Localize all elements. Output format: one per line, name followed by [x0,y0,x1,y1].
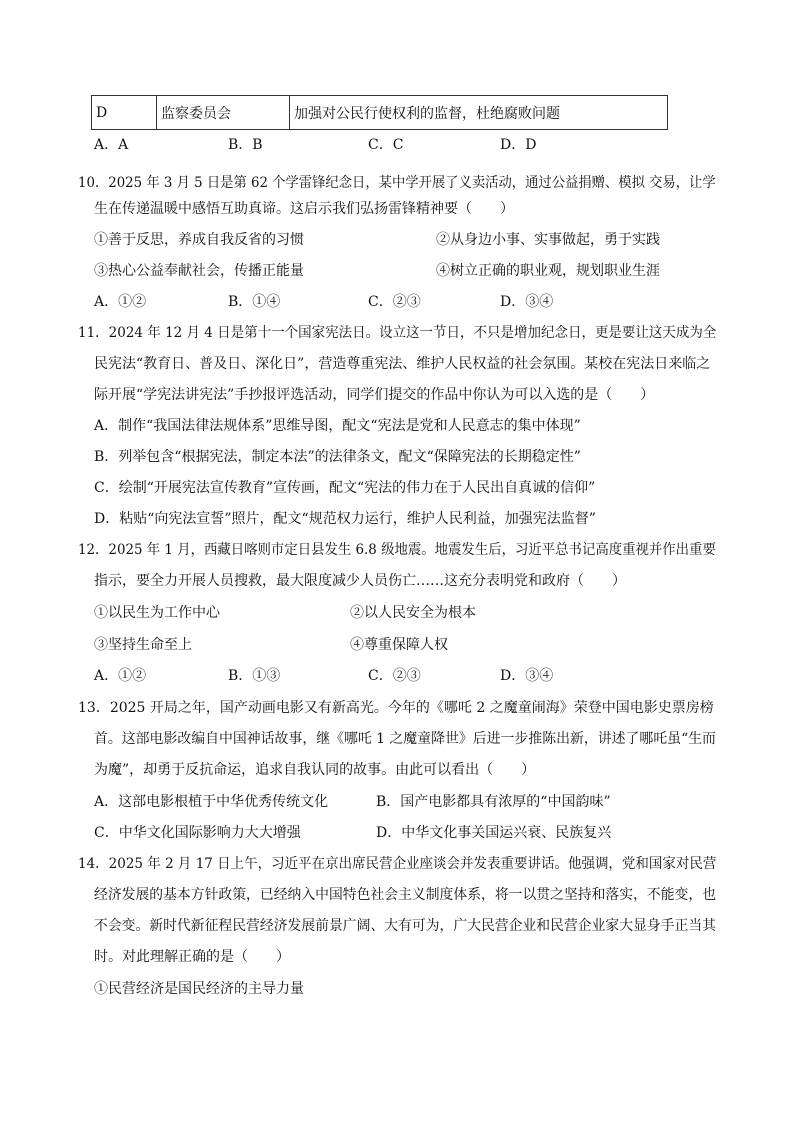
question-stem: 生在传递温暖中感悟互助真谛。这启示我们弘扬雷锋精神要（ ） [94,201,514,217]
option: C．中华文化国际影响力大大增强 [94,825,301,841]
option: A．A [94,137,129,153]
answer-table [91,95,668,130]
question-stem: 12．2025 年 1 月，西藏日喀则市定日县发生 6.8 级地震。地震发生后，习近平总书记高度重视并作出重要 [78,542,716,558]
option: B．国产电影都具有浓厚的“中国韵味” [376,794,611,810]
option: D．粘贴“向宪法宣誓”照片，配文“规范权力运行，维护人民利益，加强宪法监督” [94,511,596,527]
option: B．列举包含“根据宪法，制定本法”的法律条文，配文“保障宪法的长期稳定性” [94,449,581,465]
question-stem: 10．2025 年 3 月 5 日是第 62 个学雷锋纪念日，某中学开展了义卖活动，通过公益捐赠、模拟 交易，让学 [78,175,716,191]
option: C．②③ [368,294,421,310]
option: B．①③ [228,668,281,684]
option: A．这部电影根植于中华优秀传统文化 [94,794,329,810]
table-row [92,96,668,130]
question-stem: 时。对此理解正确的是（ ） [94,949,290,965]
question-stem: 11．2024 年 12 月 4 日是第十一个国家宪法日。设立这一节日，不只是增加纪念日，更是要让这天成为全 [78,325,717,341]
option: B．①④ [228,294,281,310]
question-stem: 民宪法“教育日、普及日、深化日”，营造尊重宪法、维护人民权益的社会氛围。某校在宪法日来临之 [94,356,711,372]
table-cell: 监察委员会 [157,96,290,130]
table-cell: 加强对公民行使权利的监督，杜绝腐败问题 [290,96,668,130]
option: C．②③ [368,668,421,684]
option: D．D [500,137,537,153]
option: B．B [228,137,263,153]
question-stem: 首。这部电影改编自中国神话故事，继《哪吒 1 之魔童降世》后进一步推陈出新，讲述了哪吒虽“生而 [94,731,716,747]
option: D．③④ [500,668,554,684]
table-cell: D [92,96,157,130]
statement-item: ①善于反思，养成自我反省的习惯 [94,232,304,248]
statement-item: ①民营经济是国民经济的主导力量 [94,981,304,997]
question-stem: 为魔”，却勇于反抗命运，追求自我认同的故事。由此可以看出（ ） [94,762,536,778]
statement-item: ③坚持生命至上 [94,637,192,653]
question-stem: 不会变。新时代新征程民营经济发展前景广阔、大有可为，广大民营企业和民营企业家大显身手正当其 [94,918,716,934]
question-stem: 际开展“学宪法讲宪法”手抄报评选活动，同学们提交的作品中你认为可以入选的是（ ） [94,387,655,403]
option: C．C [368,137,404,153]
option: A．①② [94,668,147,684]
option: D．中华文化事关国运兴衰、民族复兴 [376,825,612,841]
option: D．③④ [500,294,554,310]
question-stem: 指示，要全力开展人员搜救，最大限度减少人员伤亡……这充分表明党和政府（ ） [94,573,626,589]
statement-item: ③热心公益奉献社会，传播正能量 [94,263,304,279]
question-stem: 经济发展的基本方针政策，已经纳入中国特色社会主义制度体系，将一以贯之坚持和落实，不能变，也 [94,887,716,903]
statement-item: ①以民生为工作中心 [94,605,220,621]
statement-item: ④树立正确的职业观，规划职业生涯 [436,263,660,279]
option: A．制作“我国法律法规体系”思维导图，配文“宪法是党和人民意志的集中体现” [94,418,581,434]
question-stem: 14．2025 年 2 月 17 日上午，习近平在京出席民营企业座谈会并发表重要讲话。他强调，党和国家对民营 [78,856,717,872]
statement-item: ②从身边小事、实事做起，勇于实践 [436,232,660,248]
statement-item: ②以人民安全为根本 [350,605,476,621]
option: C．绘制“开展宪法宣传教育”宣传画，配文“宪法的伟力在于人民出自真诚的信仰” [94,480,596,496]
option: A．①② [94,294,147,310]
statement-item: ④尊重保障人权 [350,637,448,653]
question-stem: 13．2025 开局之年，国产动画电影又有新高光。今年的《哪吒 2 之魔童闹海》荣登中国电影史票房榜 [78,700,714,716]
